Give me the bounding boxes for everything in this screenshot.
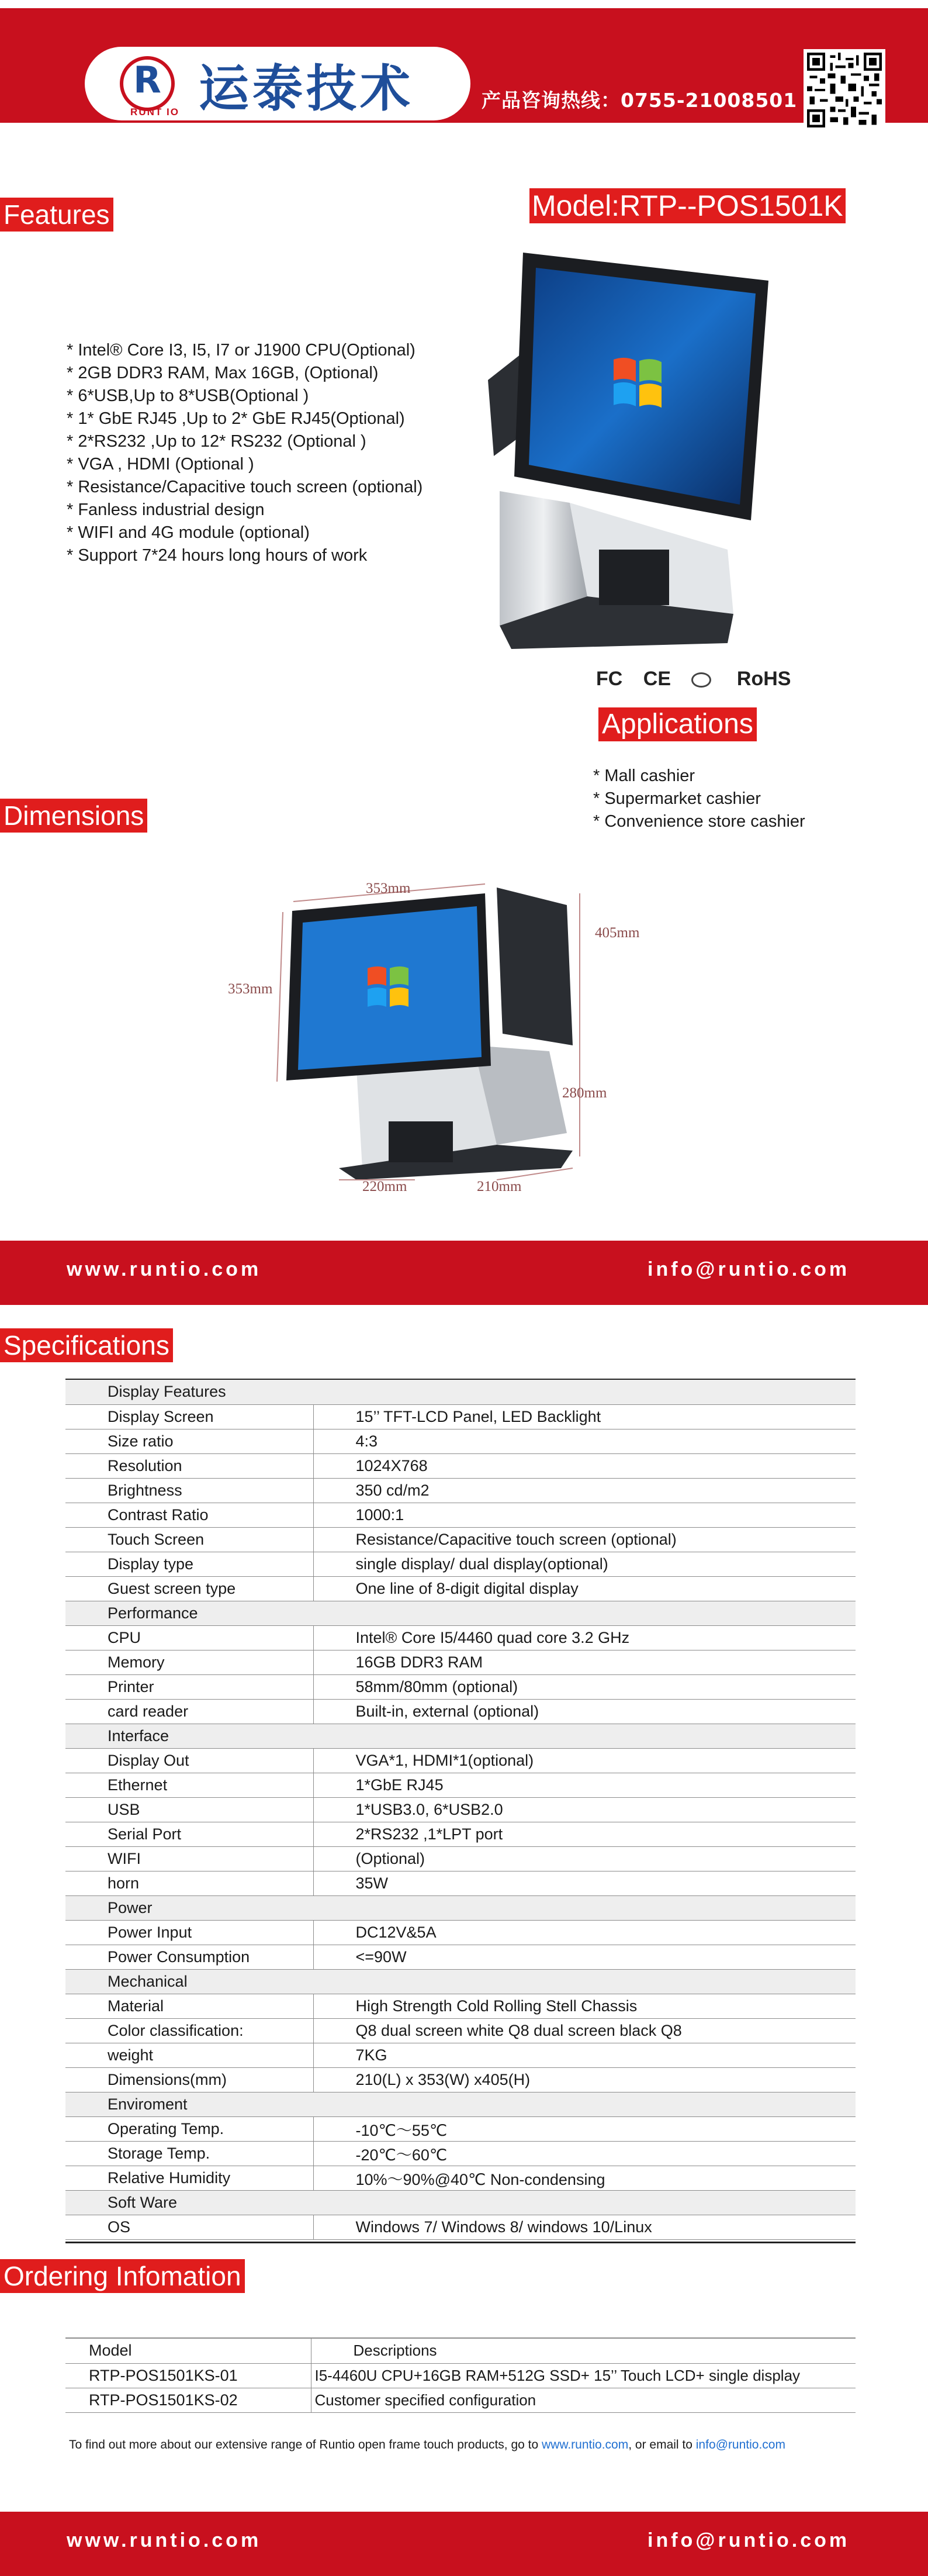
spec-category-label: Interface <box>65 1724 856 1748</box>
features-list <box>67 339 423 567</box>
spec-key: Brightness <box>65 1478 313 1503</box>
note-website-link[interactable]: www.runtio.com <box>542 2438 629 2451</box>
spec-row <box>65 2018 856 2043</box>
ordering-model-header: Model <box>65 2339 311 2363</box>
spec-row <box>65 1699 856 1724</box>
spec-value: 2*RS232 ,1*LPT port <box>313 1822 856 1846</box>
spec-value: 1*GbE RJ45 <box>313 1773 856 1797</box>
logo-subtext: RUNT IO <box>130 106 179 118</box>
spec-value: 15’’ TFT-LCD Panel, LED Backlight <box>313 1404 856 1429</box>
spec-key: Guest screen type <box>65 1576 313 1601</box>
spec-row <box>65 2215 856 2239</box>
spec-value: VGA*1, HDMI*1(optional) <box>313 1748 856 1773</box>
feature-item: * WIFI and 4G module (optional) <box>67 523 310 542</box>
spec-key: Size ratio <box>65 1429 313 1453</box>
spec-row <box>65 2166 856 2190</box>
spec-row <box>65 1552 856 1576</box>
dimension-label-depth: 405mm <box>595 925 640 941</box>
spec-key: Operating Temp. <box>65 2116 313 2141</box>
spec-value: 7KG <box>313 2043 856 2067</box>
spec-category-row <box>65 1895 856 1920</box>
website-link[interactable]: www.runtio.com <box>67 1258 262 1280</box>
spec-value: -10℃～55℃ <box>313 2116 856 2141</box>
spec-value: 35W <box>313 1871 856 1895</box>
dimension-label-left: 353mm <box>228 981 273 997</box>
spec-key: Power Consumption <box>65 1945 313 1969</box>
spec-row <box>65 1503 856 1527</box>
feature-item: * Intel® Core I3, I5, I7 or J1900 CPU(Optional) <box>67 341 415 360</box>
note-email-link[interactable]: info@runtio.com <box>695 2438 785 2451</box>
spec-row <box>65 1674 856 1699</box>
spec-key: weight <box>65 2043 313 2067</box>
spec-value: Intel® Core I5/4460 quad core 3.2 GHz <box>313 1625 856 1650</box>
spec-category-row <box>65 2092 856 2116</box>
spec-key: CPU <box>65 1625 313 1650</box>
spec-value: 350 cd/m2 <box>313 1478 856 1503</box>
dimensions-diagram <box>222 876 666 1203</box>
spec-row <box>65 1576 856 1601</box>
dimension-label-base-side: 210mm <box>477 1179 522 1194</box>
spec-row <box>65 1429 856 1453</box>
ordering-description-cell: Customer specified configuration <box>311 2388 856 2412</box>
spec-value: High Strength Cold Rolling Stell Chassis <box>313 1994 856 2018</box>
spec-row <box>65 1625 856 1650</box>
spec-key: Color classification: <box>65 2018 313 2043</box>
spec-row <box>65 2067 856 2092</box>
spec-key: Ethernet <box>65 1773 313 1797</box>
spec-category-row <box>65 1969 856 1994</box>
spec-key: Power Input <box>65 1920 313 1945</box>
spec-value: (Optional) <box>313 1846 856 1871</box>
contact-note <box>69 2438 785 2452</box>
spec-value: Resistance/Capacitive touch screen (optional) <box>313 1527 856 1552</box>
ordering-heading: Ordering Infomation <box>0 2259 245 2293</box>
spec-value: Windows 7/ Windows 8/ windows 10/Linux <box>313 2215 856 2239</box>
spec-row <box>65 1920 856 1945</box>
application-item: * Mall cashier <box>593 766 695 785</box>
fcc-icon: FC <box>596 668 623 690</box>
ordering-model-cell: RTP-POS1501KS-02 <box>65 2388 311 2412</box>
spec-value: 1000:1 <box>313 1503 856 1527</box>
spec-key: Dimensions(mm) <box>65 2067 313 2092</box>
spec-row <box>65 1404 856 1429</box>
spec-row <box>65 2141 856 2166</box>
feature-item: * 6*USB,Up to 8*USB(Optional ) <box>67 386 309 405</box>
feature-item: * 1* GbE RJ45 ,Up to 2* GbE RJ45(Optional) <box>67 409 405 428</box>
recycle-icon <box>691 672 711 688</box>
spec-value: single display/ dual display(optional) <box>313 1552 856 1576</box>
spec-row <box>65 1748 856 1773</box>
spec-key: Printer <box>65 1674 313 1699</box>
spec-key: Display Out <box>65 1748 313 1773</box>
spec-key: WIFI <box>65 1846 313 1871</box>
spec-category-label: Performance <box>65 1601 856 1625</box>
dimension-label-top: 353mm <box>366 880 411 896</box>
table-bottom-rule <box>65 2242 856 2243</box>
spec-key: Display Screen <box>65 1404 313 1429</box>
spec-row <box>65 1650 856 1674</box>
spec-category-label: Mechanical <box>65 1969 856 1994</box>
dimension-label-base-front: 220mm <box>362 1179 407 1194</box>
note-middle: , or email to <box>628 2438 696 2451</box>
spec-key: Resolution <box>65 1453 313 1478</box>
spec-row <box>65 1453 856 1478</box>
spec-row <box>65 1478 856 1503</box>
logo-letter-icon: R <box>133 58 161 101</box>
ordering-model-cell: RTP-POS1501KS-01 <box>65 2363 311 2388</box>
spec-value: 16GB DDR3 RAM <box>313 1650 856 1674</box>
spec-key: Serial Port <box>65 1822 313 1846</box>
spec-key: card reader <box>65 1699 313 1724</box>
applications-list <box>593 765 805 833</box>
spec-row <box>65 1994 856 2018</box>
feature-item: * Resistance/Capacitive touch screen (optional) <box>67 478 423 496</box>
features-heading: Features <box>0 198 113 232</box>
dimensions-heading: Dimensions <box>0 799 147 833</box>
rohs-icon: RoHS <box>736 668 791 690</box>
spec-key: USB <box>65 1797 313 1822</box>
header-top-margin <box>0 0 928 8</box>
qr-code-icon <box>804 49 885 131</box>
applications-heading: Applications <box>598 707 757 741</box>
ordering-description-header: Descriptions <box>311 2339 856 2363</box>
website-link[interactable]: www.runtio.com <box>67 2529 262 2551</box>
ce-icon: CE <box>643 668 671 690</box>
spec-key: Touch Screen <box>65 1527 313 1552</box>
hotline-text: 产品咨询热线：0755-21008501 <box>482 89 798 112</box>
ordering-header-row <box>65 2339 856 2363</box>
spec-value: 1024X768 <box>313 1453 856 1478</box>
spec-row <box>65 1846 856 1871</box>
spec-category-label: Enviroment <box>65 2092 856 2116</box>
spec-key: Storage Temp. <box>65 2141 313 2166</box>
spec-category-row <box>65 1724 856 1748</box>
spec-category-label: Display Features <box>65 1380 856 1404</box>
spec-row <box>65 1822 856 1846</box>
ordering-description-cell: I5-4460U CPU+16GB RAM+512G SSD+ 15’’ Touch LCD+ single display <box>311 2363 856 2388</box>
spec-row <box>65 1871 856 1895</box>
spec-value: Built-in, external (optional) <box>313 1699 856 1724</box>
spec-row <box>65 2116 856 2141</box>
pos-terminal-image <box>476 246 774 649</box>
spec-key: Relative Humidity <box>65 2166 313 2190</box>
certification-row <box>596 668 806 690</box>
spec-row <box>65 2043 856 2067</box>
spec-key: horn <box>65 1871 313 1895</box>
company-name: 运泰技术 <box>199 60 414 118</box>
spec-category-row <box>65 1601 856 1625</box>
ordering-row <box>65 2363 856 2388</box>
spec-row <box>65 1527 856 1552</box>
spec-key: Contrast Ratio <box>65 1503 313 1527</box>
spec-row <box>65 1797 856 1822</box>
spec-category-row <box>65 2190 856 2215</box>
spec-value: Q8 dual screen white Q8 dual screen black Q8 <box>313 2018 856 2043</box>
dimension-label-stand: 280mm <box>562 1085 607 1101</box>
ordering-row <box>65 2388 856 2412</box>
feature-item: * Support 7*24 hours long hours of work <box>67 546 368 565</box>
ordering-table <box>65 2339 856 2413</box>
spec-value: DC12V&5A <box>313 1920 856 1945</box>
specifications-heading: Specifications <box>0 1328 173 1362</box>
spec-value: 58mm/80mm (optional) <box>313 1674 856 1699</box>
feature-item: * 2GB DDR3 RAM, Max 16GB, (Optional) <box>67 364 379 382</box>
spec-key: Memory <box>65 1650 313 1674</box>
spec-category-label: Soft Ware <box>65 2190 856 2215</box>
spec-key: Material <box>65 1994 313 2018</box>
note-prefix: To find out more about our extensive range of Runtio open frame touch products, go to <box>69 2438 542 2451</box>
spec-value: 210(L) x 353(W) x405(H) <box>313 2067 856 2092</box>
specifications-table <box>65 1380 856 2240</box>
application-item: * Convenience store cashier <box>593 812 805 831</box>
spec-key: OS <box>65 2215 313 2239</box>
feature-item: * 2*RS232 ,Up to 12* RS232 (Optional ) <box>67 432 366 451</box>
spec-key: Display type <box>65 1552 313 1576</box>
application-item: * Supermarket cashier <box>593 789 761 808</box>
spec-value: 1*USB3.0, 6*USB2.0 <box>313 1797 856 1822</box>
spec-category-row <box>65 1380 856 1404</box>
spec-row <box>65 1773 856 1797</box>
spec-category-label: Power <box>65 1895 856 1920</box>
model-heading: Model:RTP--POS1501K <box>529 188 846 223</box>
email-link[interactable]: info@runtio.com <box>647 1258 850 1280</box>
spec-value: 4:3 <box>313 1429 856 1453</box>
spec-value: <=90W <box>313 1945 856 1969</box>
feature-item: * VGA , HDMI (Optional ) <box>67 455 254 474</box>
spec-value: -20℃～60℃ <box>313 2141 856 2166</box>
email-link[interactable]: info@runtio.com <box>647 2529 850 2551</box>
spec-value: 10%～90%@40℃ Non-condensing <box>313 2166 856 2190</box>
spec-value: One line of 8-digit digital display <box>313 1576 856 1601</box>
feature-item: * Fanless industrial design <box>67 500 265 519</box>
spec-row <box>65 1945 856 1969</box>
